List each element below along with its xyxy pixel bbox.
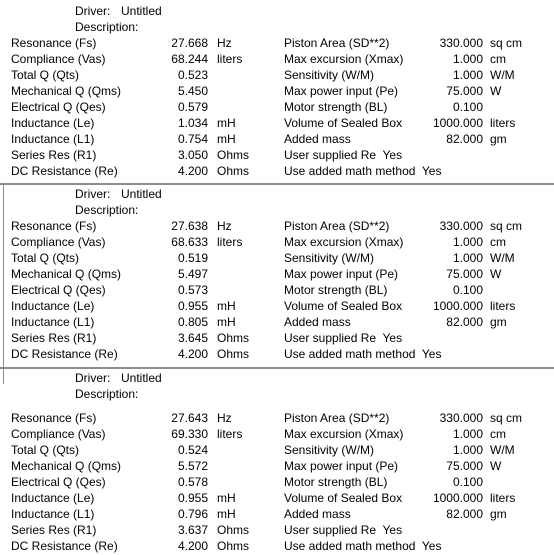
driver-name: Untitled xyxy=(121,371,162,385)
param-value: 69.330 xyxy=(171,427,208,441)
param-label: Mechanical Q (Qms) xyxy=(11,267,122,281)
param-label: Inductance (Le) xyxy=(11,491,95,505)
param-label-2: Motor strength (BL) xyxy=(284,100,388,114)
param-label-2: Piston Area (SD**2) xyxy=(284,219,390,233)
param-value: 3.637 xyxy=(177,523,208,537)
param-unit-2: sq cm xyxy=(490,36,523,50)
driver-label: Driver: xyxy=(75,371,111,385)
param-unit-2: liters xyxy=(490,299,516,313)
param-unit-2: W/M xyxy=(490,68,515,82)
param-label-2: Max excursion (Xmax) xyxy=(284,235,404,249)
param-label-2: Added mass xyxy=(284,132,351,146)
param-value: 1.034 xyxy=(177,116,208,130)
param-unit: Ohms xyxy=(217,164,250,178)
record-divider-edge xyxy=(3,369,4,384)
param-label-2: Max excursion (Xmax) xyxy=(284,52,404,66)
param-value-2: 1.000 xyxy=(452,235,483,249)
param-unit-2: sq cm xyxy=(490,219,523,233)
param-value: 0.524 xyxy=(177,443,208,457)
param-unit: mH xyxy=(217,491,236,505)
param-unit-2: cm xyxy=(490,52,506,66)
param-unit-2: W xyxy=(490,84,502,98)
param-value: 68.633 xyxy=(171,235,208,249)
param-unit-2: gm xyxy=(490,132,507,146)
param-value-2: 0.100 xyxy=(452,283,483,297)
param-label-2: Sensitivity (W/M) xyxy=(284,251,374,265)
param-label: Inductance (Le) xyxy=(11,116,95,130)
param-unit-2: W xyxy=(490,459,502,473)
param-unit: Hz xyxy=(217,36,232,50)
description-label: Description: xyxy=(75,20,139,34)
param-value: 0.573 xyxy=(177,283,208,297)
param-value: 5.450 xyxy=(177,84,208,98)
description-label: Description: xyxy=(75,387,139,401)
param-value: 0.955 xyxy=(177,299,208,313)
param-value: 0.754 xyxy=(177,132,208,146)
param-label-2: Max power input (Pe) xyxy=(284,267,399,281)
param-label: Electrical Q (Qes) xyxy=(11,475,106,489)
param-label-2: Sensitivity (W/M) xyxy=(284,443,374,457)
param-value: 0.579 xyxy=(177,100,208,114)
param-label: Compliance (Vas) xyxy=(11,52,106,66)
param-value-2: 75.000 xyxy=(446,267,483,281)
param-value-2: 82.000 xyxy=(446,132,483,146)
param-label: Inductance (Le) xyxy=(11,299,95,313)
param-label-2: User supplied Re Yes xyxy=(284,523,403,537)
param-value: 3.050 xyxy=(177,148,208,162)
param-value: 4.200 xyxy=(177,164,208,178)
param-unit: mH xyxy=(217,507,236,521)
param-value-2: 1.000 xyxy=(452,443,483,457)
param-unit-2: W/M xyxy=(490,251,515,265)
param-label-2: Piston Area (SD**2) xyxy=(284,36,390,50)
param-unit-2: cm xyxy=(490,235,506,249)
param-label: DC Resistance (Re) xyxy=(11,164,118,178)
param-unit-2: gm xyxy=(490,315,507,329)
driver-name: Untitled xyxy=(121,187,162,201)
param-label: Resonance (Fs) xyxy=(11,219,97,233)
param-unit: mH xyxy=(217,116,236,130)
param-value-2: 1.000 xyxy=(452,68,483,82)
param-unit: mH xyxy=(217,299,236,313)
param-unit: liters xyxy=(217,52,243,66)
param-unit: Hz xyxy=(217,219,232,233)
param-value: 27.643 xyxy=(171,411,208,425)
record-divider xyxy=(0,183,554,185)
driver-label: Driver: xyxy=(75,187,111,201)
param-label-2: Max excursion (Xmax) xyxy=(284,427,404,441)
param-unit: Ohms xyxy=(217,347,250,361)
param-label: Total Q (Qts) xyxy=(11,68,80,82)
param-label: Series Res (R1) xyxy=(11,148,97,162)
param-value: 0.523 xyxy=(177,68,208,82)
record-divider-edge xyxy=(3,185,4,380)
param-unit: Ohms xyxy=(217,331,250,345)
param-unit: Ohms xyxy=(217,523,250,537)
param-unit: Hz xyxy=(217,411,232,425)
param-unit-2: W xyxy=(490,267,502,281)
param-label: Total Q (Qts) xyxy=(11,443,80,457)
param-value-2: 1000.000 xyxy=(432,116,483,130)
param-value: 68.244 xyxy=(171,52,208,66)
param-label: Compliance (Vas) xyxy=(11,235,106,249)
param-value: 5.572 xyxy=(177,459,208,473)
param-label: Compliance (Vas) xyxy=(11,427,106,441)
param-unit-2: liters xyxy=(490,116,516,130)
param-value: 0.519 xyxy=(177,251,208,265)
param-value-2: 330.000 xyxy=(439,36,483,50)
param-value-2: 82.000 xyxy=(446,507,483,521)
param-value-2: 75.000 xyxy=(446,84,483,98)
param-label: DC Resistance (Re) xyxy=(11,539,118,553)
param-value: 0.578 xyxy=(177,475,208,489)
driver-name: Untitled xyxy=(121,4,162,18)
param-label-2: Motor strength (BL) xyxy=(284,283,388,297)
param-value: 0.796 xyxy=(177,507,208,521)
param-label-2: Use added math method Yes xyxy=(284,539,442,553)
param-unit: liters xyxy=(217,427,243,441)
param-value-2: 82.000 xyxy=(446,315,483,329)
record-divider xyxy=(0,367,554,369)
param-value-2: 0.100 xyxy=(452,100,483,114)
param-label-2: User supplied Re Yes xyxy=(284,148,403,162)
param-unit-2: gm xyxy=(490,507,507,521)
param-label-2: Volume of Sealed Box xyxy=(284,116,403,130)
param-label: Series Res (R1) xyxy=(11,523,97,537)
param-value-2: 1.000 xyxy=(452,427,483,441)
param-label: Inductance (L1) xyxy=(11,507,95,521)
param-label-2: User supplied Re Yes xyxy=(284,331,403,345)
param-label: Electrical Q (Qes) xyxy=(11,283,106,297)
param-value-2: 75.000 xyxy=(446,459,483,473)
param-label: Mechanical Q (Qms) xyxy=(11,459,122,473)
param-value: 0.955 xyxy=(177,491,208,505)
param-label: Total Q (Qts) xyxy=(11,251,80,265)
param-value: 27.668 xyxy=(171,36,208,50)
param-label: Mechanical Q (Qms) xyxy=(11,84,122,98)
param-value: 4.200 xyxy=(177,347,208,361)
param-label: Resonance (Fs) xyxy=(11,36,97,50)
param-value: 27.638 xyxy=(171,219,208,233)
param-label-2: Added mass xyxy=(284,315,351,329)
driver-label: Driver: xyxy=(75,4,111,18)
param-unit: Ohms xyxy=(217,148,250,162)
param-value-2: 330.000 xyxy=(439,219,483,233)
param-label-2: Added mass xyxy=(284,507,351,521)
param-label-2: Use added math method Yes xyxy=(284,347,442,361)
param-label-2: Max power input (Pe) xyxy=(284,84,399,98)
param-label: Inductance (L1) xyxy=(11,132,95,146)
param-value-2: 1.000 xyxy=(452,251,483,265)
param-value-2: 1000.000 xyxy=(432,491,483,505)
param-unit: liters xyxy=(217,235,243,249)
param-value: 3.645 xyxy=(177,331,208,345)
param-unit-2: cm xyxy=(490,427,506,441)
param-label-2: Volume of Sealed Box xyxy=(284,491,403,505)
param-value-2: 330.000 xyxy=(439,411,483,425)
param-label: DC Resistance (Re) xyxy=(11,347,118,361)
param-value: 0.805 xyxy=(177,315,208,329)
param-label: Inductance (L1) xyxy=(11,315,95,329)
param-unit: mH xyxy=(217,315,236,329)
param-value: 5.497 xyxy=(177,267,208,281)
param-value: 4.200 xyxy=(177,539,208,553)
param-value-2: 1.000 xyxy=(452,52,483,66)
param-unit-2: W/M xyxy=(490,443,515,457)
param-unit-2: sq cm xyxy=(490,411,523,425)
param-label: Resonance (Fs) xyxy=(11,411,97,425)
param-label: Electrical Q (Qes) xyxy=(11,100,106,114)
param-label-2: Max power input (Pe) xyxy=(284,459,399,473)
param-label-2: Volume of Sealed Box xyxy=(284,299,403,313)
param-unit: mH xyxy=(217,132,236,146)
param-value-2: 1000.000 xyxy=(432,299,483,313)
description-label: Description: xyxy=(75,203,139,217)
param-label-2: Piston Area (SD**2) xyxy=(284,411,390,425)
param-label-2: Sensitivity (W/M) xyxy=(284,68,374,82)
param-label-2: Use added math method Yes xyxy=(284,164,442,178)
param-unit-2: liters xyxy=(490,491,516,505)
param-label-2: Motor strength (BL) xyxy=(284,475,388,489)
param-label: Series Res (R1) xyxy=(11,331,97,345)
param-value-2: 0.100 xyxy=(452,475,483,489)
param-unit: Ohms xyxy=(217,539,250,553)
